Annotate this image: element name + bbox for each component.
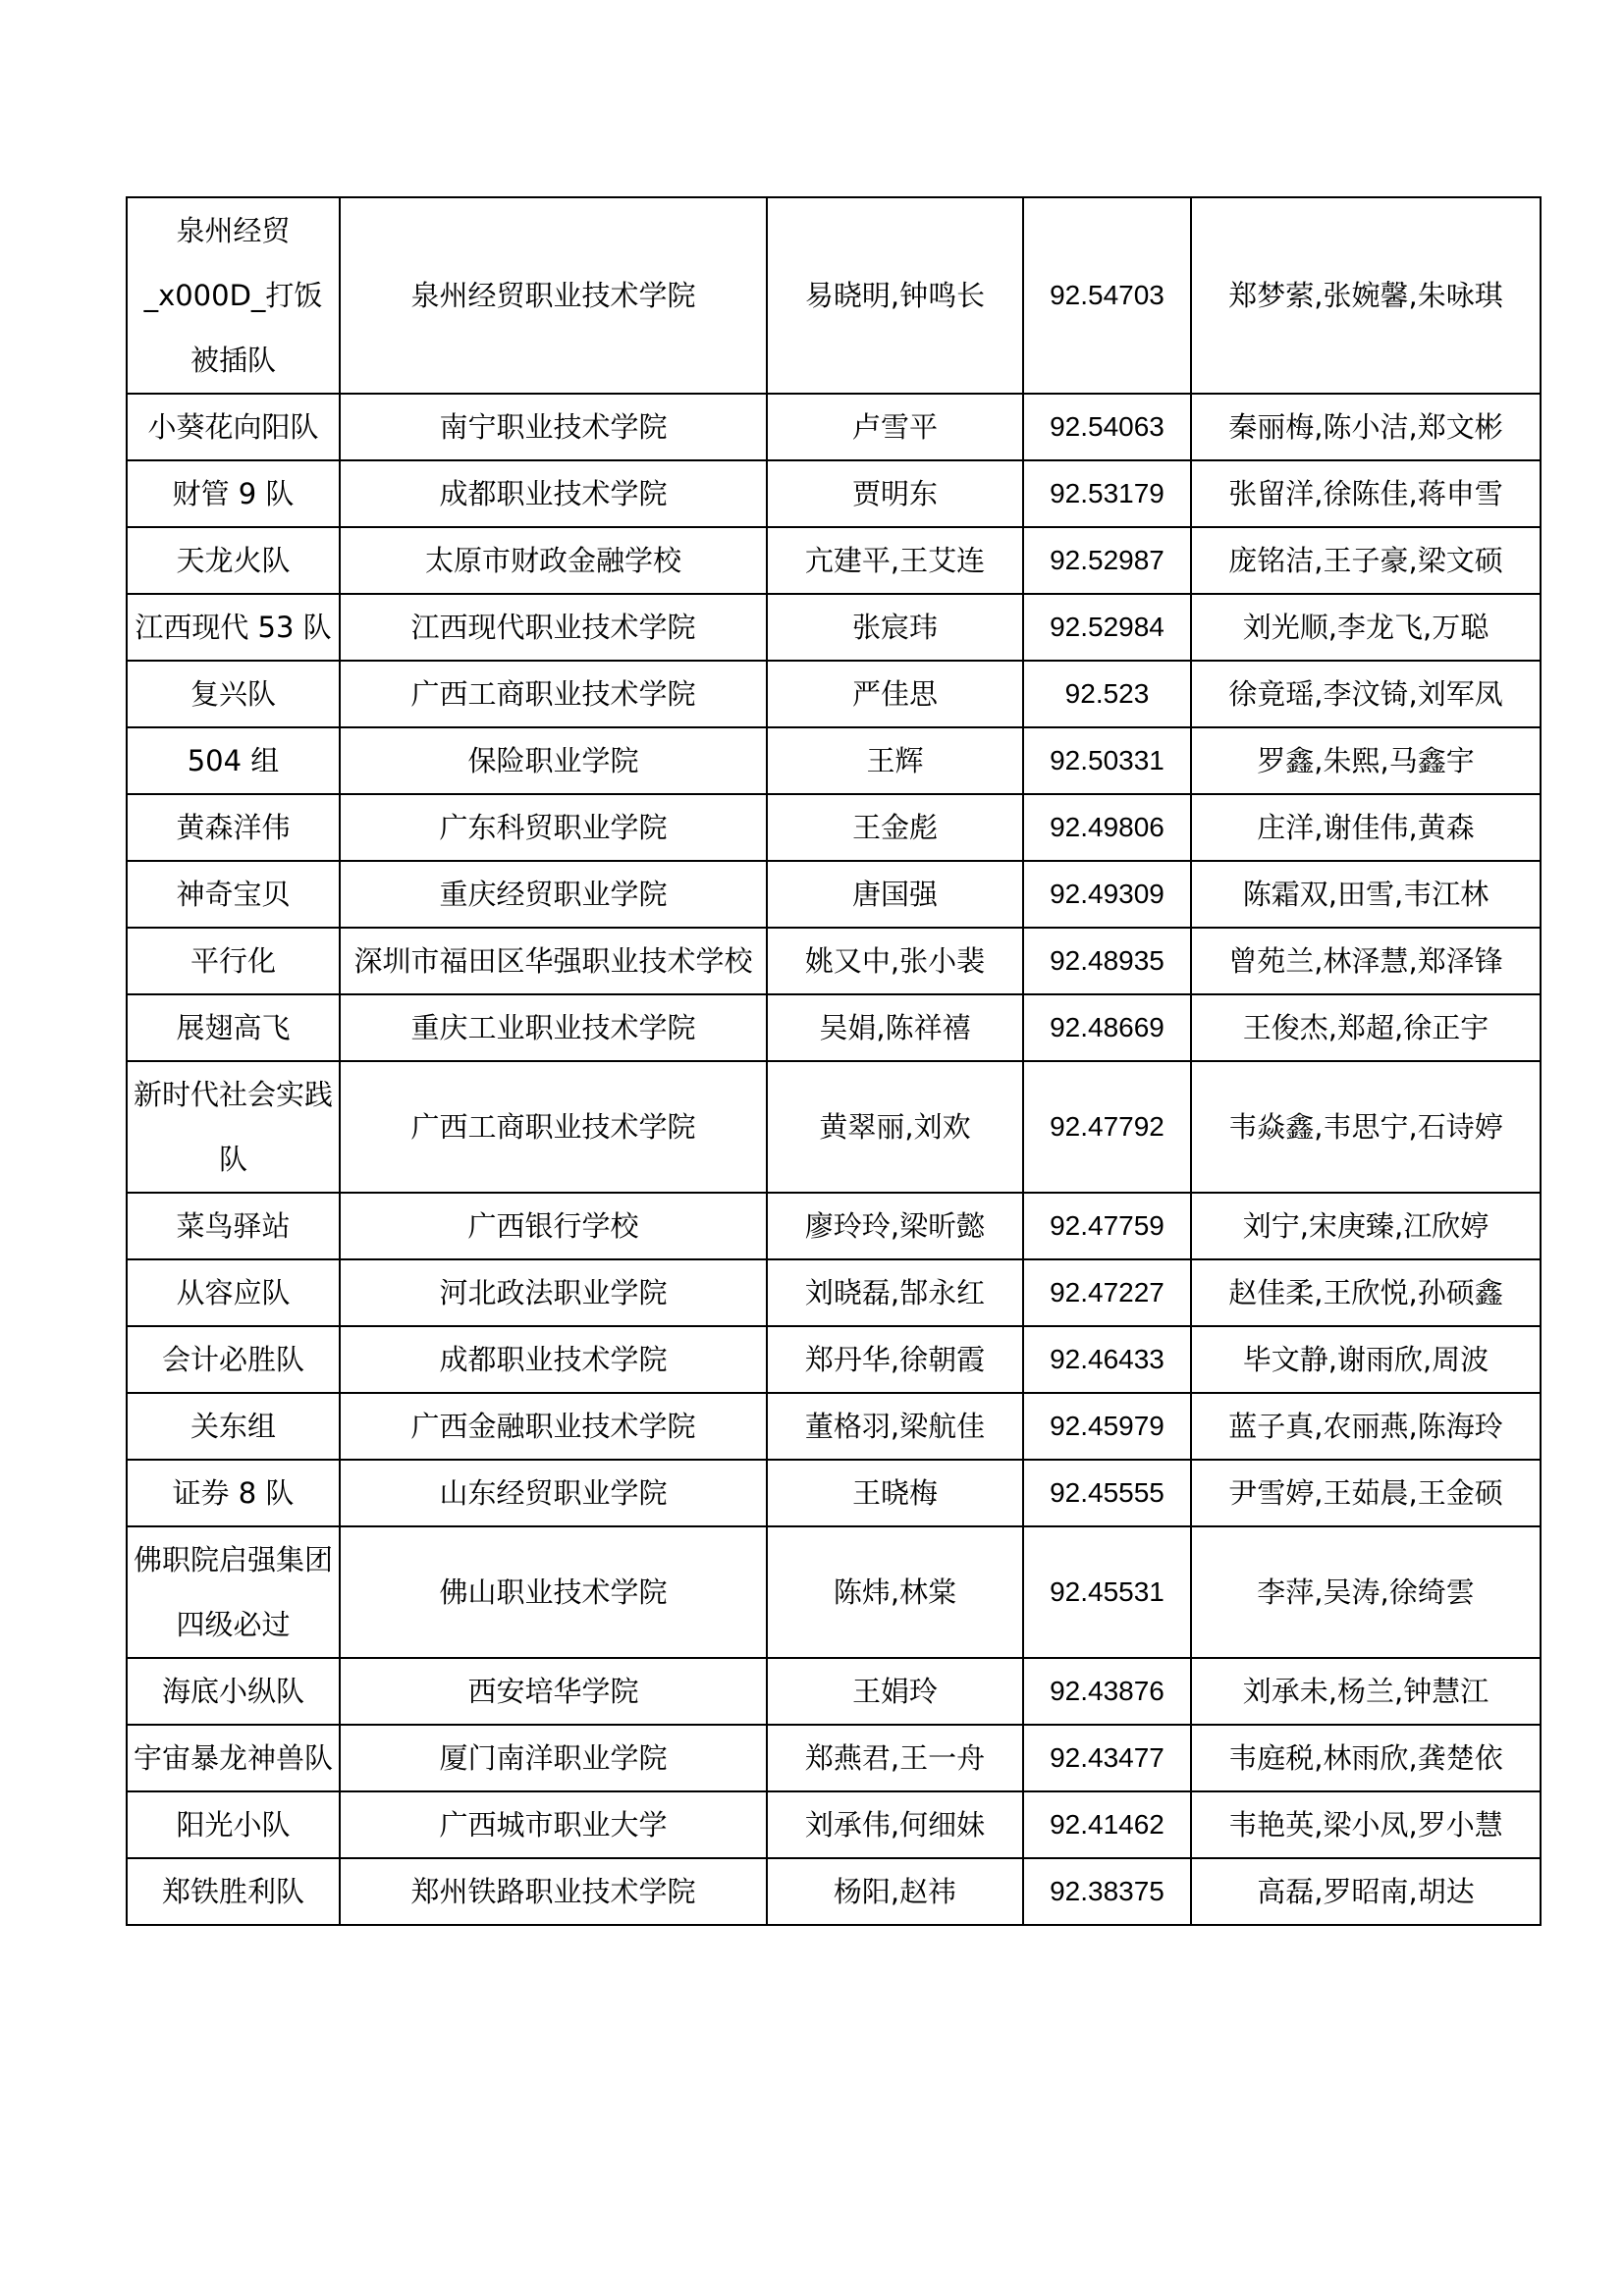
table-row bbox=[127, 394, 1541, 460]
school-name-cell: 南宁职业技术学院 bbox=[340, 394, 767, 460]
teacher-cell: 亢建平,王艾连 bbox=[767, 527, 1023, 594]
team-name-cell: 天龙火队 bbox=[127, 527, 340, 594]
school-name-cell: 广西工商职业技术学院 bbox=[340, 1061, 767, 1193]
table-row bbox=[127, 460, 1541, 527]
school-name-cell: 广西银行学校 bbox=[340, 1193, 767, 1259]
school-name-cell: 重庆经贸职业学院 bbox=[340, 861, 767, 928]
team-name-cell: 会计必胜队 bbox=[127, 1326, 340, 1393]
members-cell: 韦庭税,林雨欣,龚楚依 bbox=[1191, 1725, 1541, 1791]
results-table-body bbox=[127, 197, 1541, 1925]
teacher-cell: 易晓明,钟鸣长 bbox=[767, 197, 1023, 394]
teacher-cell: 刘晓磊,郜永红 bbox=[767, 1259, 1023, 1326]
table-row bbox=[127, 928, 1541, 994]
teacher-cell: 廖玲玲,梁昕懿 bbox=[767, 1193, 1023, 1259]
teacher-cell: 张宸玮 bbox=[767, 594, 1023, 661]
team-name-cell: 证券 8 队 bbox=[127, 1460, 340, 1526]
team-name-cell: 宇宙暴龙神兽队 bbox=[127, 1725, 340, 1791]
score-cell: 92.47759 bbox=[1023, 1193, 1191, 1259]
team-name-cell: 504 组 bbox=[127, 727, 340, 794]
table-row bbox=[127, 1526, 1541, 1658]
members-cell: 赵佳柔,王欣悦,孙硕鑫 bbox=[1191, 1259, 1541, 1326]
score-cell: 92.54703 bbox=[1023, 197, 1191, 394]
members-cell: 徐竟瑶,李汶锜,刘军凤 bbox=[1191, 661, 1541, 727]
score-cell: 92.45531 bbox=[1023, 1526, 1191, 1658]
teacher-cell: 董格羽,梁航佳 bbox=[767, 1393, 1023, 1460]
team-name-cell: 佛职院启强集团四级必过 bbox=[127, 1526, 340, 1658]
members-cell: 高磊,罗昭南,胡达 bbox=[1191, 1858, 1541, 1925]
team-name-cell: 新时代社会实践队 bbox=[127, 1061, 340, 1193]
table-row bbox=[127, 527, 1541, 594]
teacher-cell: 刘承伟,何细妹 bbox=[767, 1791, 1023, 1858]
members-cell: 韦艳英,梁小凤,罗小慧 bbox=[1191, 1791, 1541, 1858]
team-name-cell: 黄森洋伟 bbox=[127, 794, 340, 861]
score-cell: 92.43876 bbox=[1023, 1658, 1191, 1725]
teacher-cell: 黄翠丽,刘欢 bbox=[767, 1061, 1023, 1193]
table-row bbox=[127, 1658, 1541, 1725]
school-name-cell: 广东科贸职业学院 bbox=[340, 794, 767, 861]
teacher-cell: 郑丹华,徐朝霞 bbox=[767, 1326, 1023, 1393]
table-row bbox=[127, 1326, 1541, 1393]
score-cell: 92.53179 bbox=[1023, 460, 1191, 527]
table-row bbox=[127, 727, 1541, 794]
score-cell: 92.52987 bbox=[1023, 527, 1191, 594]
results-table bbox=[126, 196, 1542, 1926]
score-cell: 92.46433 bbox=[1023, 1326, 1191, 1393]
members-cell: 罗鑫,朱熙,马鑫宇 bbox=[1191, 727, 1541, 794]
score-cell: 92.523 bbox=[1023, 661, 1191, 727]
team-name-cell: 从容应队 bbox=[127, 1259, 340, 1326]
school-name-cell: 广西工商职业技术学院 bbox=[340, 661, 767, 727]
members-cell: 韦焱鑫,韦思宁,石诗婷 bbox=[1191, 1061, 1541, 1193]
school-name-cell: 河北政法职业学院 bbox=[340, 1259, 767, 1326]
members-cell: 尹雪婷,王茹晨,王金硕 bbox=[1191, 1460, 1541, 1526]
members-cell: 庄洋,谢佳伟,黄森 bbox=[1191, 794, 1541, 861]
table-row bbox=[127, 1393, 1541, 1460]
school-name-cell: 保险职业学院 bbox=[340, 727, 767, 794]
members-cell: 刘承未,杨兰,钟慧江 bbox=[1191, 1658, 1541, 1725]
teacher-cell: 唐国强 bbox=[767, 861, 1023, 928]
score-cell: 92.38375 bbox=[1023, 1858, 1191, 1925]
table-row bbox=[127, 794, 1541, 861]
table-row bbox=[127, 1858, 1541, 1925]
teacher-cell: 王晓梅 bbox=[767, 1460, 1023, 1526]
members-cell: 刘宁,宋庚臻,江欣婷 bbox=[1191, 1193, 1541, 1259]
score-cell: 92.45555 bbox=[1023, 1460, 1191, 1526]
score-cell: 92.43477 bbox=[1023, 1725, 1191, 1791]
school-name-cell: 佛山职业技术学院 bbox=[340, 1526, 767, 1658]
teacher-cell: 郑燕君,王一舟 bbox=[767, 1725, 1023, 1791]
score-cell: 92.47227 bbox=[1023, 1259, 1191, 1326]
table-row bbox=[127, 1791, 1541, 1858]
school-name-cell: 成都职业技术学院 bbox=[340, 460, 767, 527]
teacher-cell: 严佳思 bbox=[767, 661, 1023, 727]
table-row bbox=[127, 994, 1541, 1061]
school-name-cell: 厦门南洋职业学院 bbox=[340, 1725, 767, 1791]
score-cell: 92.47792 bbox=[1023, 1061, 1191, 1193]
team-name-cell: 菜鸟驿站 bbox=[127, 1193, 340, 1259]
teacher-cell: 姚又中,张小裴 bbox=[767, 928, 1023, 994]
table-row bbox=[127, 594, 1541, 661]
school-name-cell: 重庆工业职业技术学院 bbox=[340, 994, 767, 1061]
score-cell: 92.45979 bbox=[1023, 1393, 1191, 1460]
team-name-cell: 阳光小队 bbox=[127, 1791, 340, 1858]
score-cell: 92.52984 bbox=[1023, 594, 1191, 661]
table-row bbox=[127, 861, 1541, 928]
table-row bbox=[127, 1259, 1541, 1326]
school-name-cell: 郑州铁路职业技术学院 bbox=[340, 1858, 767, 1925]
members-cell: 陈霜双,田雪,韦江林 bbox=[1191, 861, 1541, 928]
team-name-cell: 平行化 bbox=[127, 928, 340, 994]
teacher-cell: 贾明东 bbox=[767, 460, 1023, 527]
table-row bbox=[127, 1193, 1541, 1259]
score-cell: 92.41462 bbox=[1023, 1791, 1191, 1858]
team-name-cell: 江西现代 53 队 bbox=[127, 594, 340, 661]
score-cell: 92.48669 bbox=[1023, 994, 1191, 1061]
team-name-cell: 展翅高飞 bbox=[127, 994, 340, 1061]
table-row bbox=[127, 1725, 1541, 1791]
score-cell: 92.49309 bbox=[1023, 861, 1191, 928]
members-cell: 秦丽梅,陈小洁,郑文彬 bbox=[1191, 394, 1541, 460]
team-name-cell: 复兴队 bbox=[127, 661, 340, 727]
members-cell: 李萍,吴涛,徐绮雲 bbox=[1191, 1526, 1541, 1658]
team-name-cell: 郑铁胜利队 bbox=[127, 1858, 340, 1925]
school-name-cell: 成都职业技术学院 bbox=[340, 1326, 767, 1393]
school-name-cell: 广西城市职业大学 bbox=[340, 1791, 767, 1858]
members-cell: 王俊杰,郑超,徐正宇 bbox=[1191, 994, 1541, 1061]
teacher-cell: 王辉 bbox=[767, 727, 1023, 794]
members-cell: 郑梦萦,张婉馨,朱咏琪 bbox=[1191, 197, 1541, 394]
school-name-cell: 深圳市福田区华强职业技术学校 bbox=[340, 928, 767, 994]
table-row bbox=[127, 661, 1541, 727]
team-name-cell: 海底小纵队 bbox=[127, 1658, 340, 1725]
members-cell: 张留洋,徐陈佳,蒋申雪 bbox=[1191, 460, 1541, 527]
school-name-cell: 广西金融职业技术学院 bbox=[340, 1393, 767, 1460]
teacher-cell: 陈炜,林棠 bbox=[767, 1526, 1023, 1658]
school-name-cell: 江西现代职业技术学院 bbox=[340, 594, 767, 661]
team-name-cell: 财管 9 队 bbox=[127, 460, 340, 527]
members-cell: 庞铭洁,王子豪,梁文硕 bbox=[1191, 527, 1541, 594]
table-row bbox=[127, 1061, 1541, 1193]
teacher-cell: 王金彪 bbox=[767, 794, 1023, 861]
members-cell: 毕文静,谢雨欣,周波 bbox=[1191, 1326, 1541, 1393]
school-name-cell: 山东经贸职业学院 bbox=[340, 1460, 767, 1526]
members-cell: 曾苑兰,林泽慧,郑泽锋 bbox=[1191, 928, 1541, 994]
table-row bbox=[127, 197, 1541, 394]
score-cell: 92.50331 bbox=[1023, 727, 1191, 794]
team-name-cell: 神奇宝贝 bbox=[127, 861, 340, 928]
members-cell: 刘光顺,李龙飞,万聪 bbox=[1191, 594, 1541, 661]
teacher-cell: 杨阳,赵祎 bbox=[767, 1858, 1023, 1925]
teacher-cell: 吴娟,陈祥禧 bbox=[767, 994, 1023, 1061]
school-name-cell: 西安培华学院 bbox=[340, 1658, 767, 1725]
score-cell: 92.49806 bbox=[1023, 794, 1191, 861]
score-cell: 92.48935 bbox=[1023, 928, 1191, 994]
team-name-cell: 泉州经贸_x000D_打饭被插队 bbox=[127, 197, 340, 394]
team-name-cell: 关东组 bbox=[127, 1393, 340, 1460]
table-row bbox=[127, 1460, 1541, 1526]
team-name-cell: 小葵花向阳队 bbox=[127, 394, 340, 460]
teacher-cell: 卢雪平 bbox=[767, 394, 1023, 460]
members-cell: 蓝子真,农丽燕,陈海玲 bbox=[1191, 1393, 1541, 1460]
school-name-cell: 泉州经贸职业技术学院 bbox=[340, 197, 767, 394]
score-cell: 92.54063 bbox=[1023, 394, 1191, 460]
school-name-cell: 太原市财政金融学校 bbox=[340, 527, 767, 594]
teacher-cell: 王娟玲 bbox=[767, 1658, 1023, 1725]
